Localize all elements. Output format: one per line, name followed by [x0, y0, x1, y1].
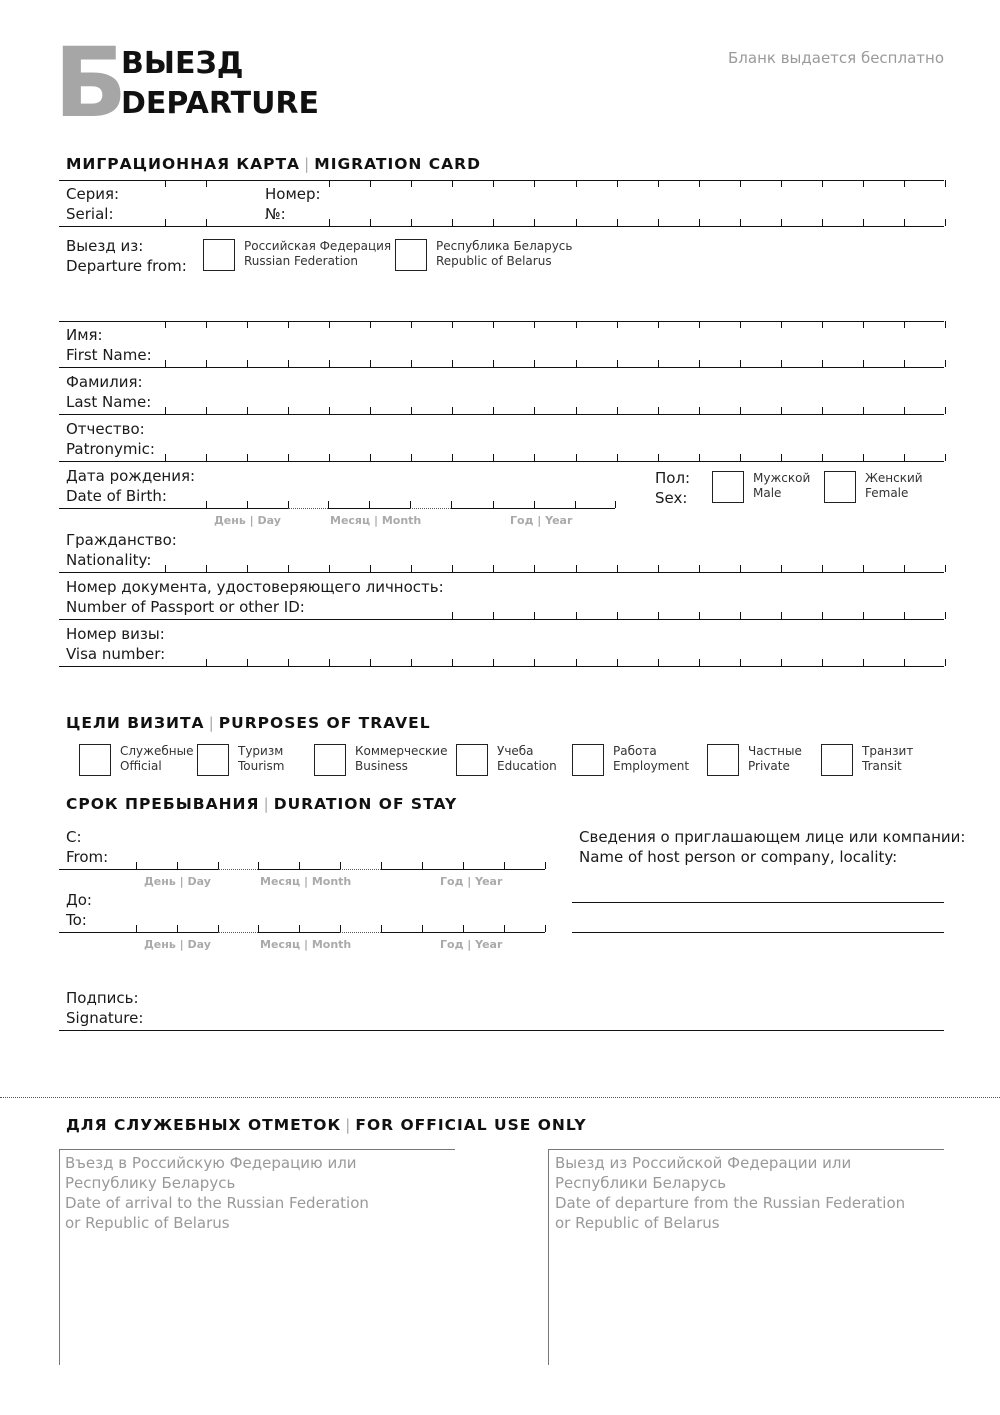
field-bottom-line: [328, 508, 410, 509]
cell-tick: [576, 454, 577, 461]
official-use-heading: ДЛЯ СЛУЖЕБНЫХ ОТМЕТОК | FOR OFFICIAL USE ONLY: [66, 1116, 587, 1134]
cell-tick: [863, 180, 864, 187]
cut-line: [0, 1097, 1000, 1098]
cell-tick: [177, 862, 178, 869]
day-caption: День | Day: [144, 875, 211, 888]
departure-stamp-label: Выезд из Российской Федерации или Республики Беларусь Date of departure from the Russian Federation or Republic of Belarus: [555, 1154, 906, 1232]
field-bottom-line: [59, 508, 288, 509]
cell-tick: [247, 360, 248, 367]
cell-tick: [904, 565, 905, 572]
cell-tick: [904, 454, 905, 461]
serial-label: Серия: Serial:: [66, 185, 120, 223]
field-bottom-line: [381, 932, 545, 933]
cell-tick: [288, 407, 289, 414]
cell-tick: [370, 565, 371, 572]
cell-tick: [945, 565, 946, 572]
cell-tick: [206, 219, 207, 226]
option-republic-of-belarus-label: Республика Беларусь Republic of Belarus: [436, 239, 573, 268]
cell-tick: [165, 180, 166, 187]
cell-tick: [411, 407, 412, 414]
cell-tick: [576, 659, 577, 666]
option-male-label: Мужской Male: [753, 471, 811, 500]
cell-tick: [411, 180, 412, 187]
sex-label: Пол: Sex:: [655, 469, 691, 507]
cell-tick: [945, 659, 946, 666]
cell-tick: [218, 925, 219, 932]
cell-tick: [452, 360, 453, 367]
field-bottom-line: [59, 414, 944, 415]
cell-tick: [493, 565, 494, 572]
arrival-stamp-label: Въезд в Российскую Федерацию или Республику Беларусь Date of arrival to the Russian Federation or Republic of Belarus: [65, 1154, 369, 1232]
checkbox-russian-federation[interactable]: [203, 239, 235, 271]
day-caption: День | Day: [144, 938, 211, 951]
field-bottom-line: [59, 619, 944, 620]
cell-tick: [617, 612, 618, 619]
cell-tick: [576, 407, 577, 414]
cell-tick: [452, 407, 453, 414]
cell-tick: [452, 565, 453, 572]
cell-tick: [452, 321, 453, 328]
cell-tick: [576, 360, 577, 367]
cell-tick: [411, 659, 412, 666]
cell-tick: [534, 321, 535, 328]
heading-ru: МИГРАЦИОННАЯ КАРТА: [66, 155, 301, 173]
cell-tick: [370, 407, 371, 414]
cell-tick: [740, 612, 741, 619]
cell-tick: [165, 565, 166, 572]
cell-tick: [422, 862, 423, 869]
cell-tick: [781, 219, 782, 226]
cell-tick: [534, 659, 535, 666]
date-of-birth-label: Дата рождения: Date of Birth:: [66, 467, 196, 505]
date-separator: [218, 869, 258, 870]
cell-tick: [617, 565, 618, 572]
cell-tick: [822, 612, 823, 619]
cell-tick: [781, 612, 782, 619]
cell-tick: [534, 219, 535, 226]
cell-tick: [534, 407, 535, 414]
cell-tick: [658, 219, 659, 226]
day-caption: День | Day: [214, 514, 281, 527]
cell-tick: [534, 612, 535, 619]
cell-tick: [822, 360, 823, 367]
date-separator: [218, 932, 258, 933]
cell-tick: [740, 565, 741, 572]
cell-tick: [340, 862, 341, 869]
cell-tick: [822, 407, 823, 414]
cell-tick: [247, 321, 248, 328]
cell-tick: [410, 501, 411, 508]
cell-tick: [863, 454, 864, 461]
cell-tick: [904, 659, 905, 666]
field-top-line: [59, 321, 944, 322]
cell-tick: [381, 862, 382, 869]
host-label: Сведения о приглашающем лице или компании: Name of host person or company, locality:: [579, 828, 966, 866]
month-caption: Месяц | Month: [260, 875, 352, 888]
cell-tick: [781, 407, 782, 414]
cell-tick: [369, 501, 370, 508]
number-label: Номер: №:: [265, 185, 321, 223]
cell-tick: [822, 180, 823, 187]
free-form-note: Бланк выдается бесплатно: [728, 49, 944, 67]
cell-tick: [658, 565, 659, 572]
cell-tick: [206, 360, 207, 367]
purpose-employment-label: Работа Employment: [613, 744, 690, 773]
date-separator: [340, 932, 381, 933]
cell-tick: [340, 925, 341, 932]
cell-tick: [576, 565, 577, 572]
cell-tick: [493, 321, 494, 328]
month-caption: Месяц | Month: [330, 514, 422, 527]
cell-tick: [545, 862, 546, 869]
visa-number-label: Номер визы: Visa number:: [66, 625, 166, 663]
cell-tick: [329, 321, 330, 328]
purpose-business-label: Коммерческие Business: [355, 744, 448, 773]
purpose-official-label: Служебные Official: [120, 744, 194, 773]
cell-tick: [617, 454, 618, 461]
cell-tick: [258, 862, 259, 869]
cell-tick: [945, 407, 946, 414]
cell-tick: [328, 501, 329, 508]
cell-tick: [411, 321, 412, 328]
checkbox-purpose-transit[interactable]: [821, 744, 853, 776]
cell-tick: [945, 321, 946, 328]
cell-tick: [617, 219, 618, 226]
heading-separator: |: [263, 795, 270, 813]
cell-tick: [534, 565, 535, 572]
heading-separator: |: [208, 714, 215, 732]
signature-label: Подпись: Signature:: [66, 989, 144, 1027]
cell-tick: [504, 862, 505, 869]
cell-tick: [329, 180, 330, 187]
cell-tick: [863, 321, 864, 328]
cell-tick: [945, 612, 946, 619]
cell-tick: [288, 659, 289, 666]
cell-tick: [299, 862, 300, 869]
first-name-label: Имя: First Name:: [66, 326, 152, 364]
host-line-2: [572, 932, 944, 933]
cell-tick: [165, 219, 166, 226]
cell-tick: [165, 321, 166, 328]
purpose-private-label: Частные Private: [748, 744, 802, 773]
cell-tick: [699, 321, 700, 328]
cell-tick: [451, 501, 452, 508]
cell-tick: [576, 321, 577, 328]
cell-tick: [576, 219, 577, 226]
cell-tick: [740, 360, 741, 367]
stamp-top-line: [548, 1149, 944, 1150]
cell-tick: [218, 862, 219, 869]
passport-number-label: Номер документа, удостоверяющего личность: Number of Passport or other ID:: [66, 578, 444, 616]
cell-tick: [165, 454, 166, 461]
date-separator: [288, 508, 328, 509]
cell-tick: [781, 360, 782, 367]
cell-tick: [781, 321, 782, 328]
cell-tick: [545, 925, 546, 932]
cell-tick: [493, 454, 494, 461]
checkbox-purpose-official[interactable]: [79, 744, 111, 776]
cell-tick: [699, 219, 700, 226]
field-bottom-line: [59, 869, 218, 870]
patronymic-label: Отчество: Patronymic:: [66, 420, 155, 458]
cell-tick: [863, 360, 864, 367]
purpose-transit-label: Транзит Transit: [862, 744, 914, 773]
cell-tick: [617, 659, 618, 666]
cell-tick: [422, 925, 423, 932]
cell-tick: [136, 862, 137, 869]
cell-tick: [740, 321, 741, 328]
cell-tick: [699, 180, 700, 187]
cell-tick: [288, 321, 289, 328]
field-top-line: [59, 180, 944, 181]
cell-tick: [699, 565, 700, 572]
field-bottom-line: [59, 666, 944, 667]
cell-tick: [904, 321, 905, 328]
departure-from-label: Выезд из: Departure from:: [66, 237, 187, 275]
cell-tick: [247, 565, 248, 572]
cell-tick: [288, 360, 289, 367]
host-line-1: [572, 902, 944, 903]
checkbox-purpose-private[interactable]: [707, 744, 739, 776]
cell-tick: [411, 219, 412, 226]
cell-tick: [329, 407, 330, 414]
purposes-heading: ЦЕЛИ ВИЗИТА | PURPOSES OF TRAVEL: [66, 714, 431, 732]
cell-tick: [493, 407, 494, 414]
field-bottom-line: [59, 367, 944, 368]
cell-tick: [165, 360, 166, 367]
cell-tick: [381, 925, 382, 932]
cell-tick: [206, 407, 207, 414]
cell-tick: [699, 407, 700, 414]
cell-tick: [863, 659, 864, 666]
cell-tick: [329, 360, 330, 367]
cell-tick: [329, 454, 330, 461]
cell-tick: [699, 612, 700, 619]
cell-tick: [781, 565, 782, 572]
cell-tick: [370, 360, 371, 367]
cell-tick: [740, 407, 741, 414]
option-russian-federation-label: Российская Федерация Russian Federation: [244, 239, 392, 268]
cell-tick: [299, 925, 300, 932]
option-female-label: Женский Female: [865, 471, 923, 500]
checkbox-purpose-employment[interactable]: [572, 744, 604, 776]
date-separator: [340, 869, 381, 870]
cell-tick: [658, 454, 659, 461]
cell-tick: [165, 407, 166, 414]
cell-tick: [781, 180, 782, 187]
cell-tick: [904, 612, 905, 619]
cell-tick: [658, 612, 659, 619]
cell-tick: [247, 407, 248, 414]
cell-tick: [699, 454, 700, 461]
field-bottom-line: [381, 869, 545, 870]
year-caption: Год | Year: [440, 875, 503, 888]
cell-tick: [329, 659, 330, 666]
cell-tick: [822, 659, 823, 666]
checkbox-male[interactable]: [712, 471, 744, 503]
cell-tick: [658, 360, 659, 367]
cell-tick: [411, 565, 412, 572]
cell-tick: [452, 454, 453, 461]
cell-tick: [493, 501, 494, 508]
nationality-label: Гражданство: Nationality:: [66, 531, 177, 569]
cell-tick: [699, 360, 700, 367]
cell-tick: [658, 180, 659, 187]
field-bottom-line: [59, 226, 944, 227]
month-caption: Месяц | Month: [260, 938, 352, 951]
cell-tick: [658, 321, 659, 328]
cell-tick: [136, 925, 137, 932]
heading-en: MIGRATION CARD: [314, 155, 481, 173]
year-caption: Год | Year: [510, 514, 573, 527]
checkbox-purpose-business[interactable]: [314, 744, 346, 776]
title-ru: ВЫЕЗД: [121, 46, 244, 81]
last-name-label: Фамилия: Last Name:: [66, 373, 152, 411]
cell-tick: [206, 565, 207, 572]
cell-tick: [329, 565, 330, 572]
cell-tick: [863, 565, 864, 572]
cell-tick: [658, 407, 659, 414]
cell-tick: [617, 360, 618, 367]
migration-card-heading: [66, 155, 481, 173]
cell-tick: [411, 360, 412, 367]
field-bottom-line: [59, 572, 944, 573]
cell-tick: [452, 219, 453, 226]
cell-tick: [617, 321, 618, 328]
field-bottom-line: [258, 932, 340, 933]
cell-tick: [247, 659, 248, 666]
cell-tick: [863, 219, 864, 226]
checkbox-female[interactable]: [824, 471, 856, 503]
cell-tick: [575, 501, 576, 508]
cell-tick: [904, 180, 905, 187]
checkbox-purpose-tourism[interactable]: [197, 744, 229, 776]
cell-tick: [945, 219, 946, 226]
cell-tick: [370, 659, 371, 666]
stamp-left-line: [548, 1149, 549, 1365]
cell-tick: [534, 180, 535, 187]
cell-tick: [177, 925, 178, 932]
cell-tick: [463, 862, 464, 869]
cell-tick: [370, 180, 371, 187]
cell-tick: [740, 180, 741, 187]
cell-tick: [740, 454, 741, 461]
cell-tick: [370, 321, 371, 328]
cell-tick: [463, 925, 464, 932]
cell-tick: [493, 360, 494, 367]
cell-tick: [206, 180, 207, 187]
cell-tick: [904, 360, 905, 367]
cell-tick: [452, 180, 453, 187]
checkbox-purpose-education[interactable]: [456, 744, 488, 776]
cell-tick: [945, 360, 946, 367]
cell-tick: [493, 659, 494, 666]
cell-tick: [288, 454, 289, 461]
cell-tick: [247, 454, 248, 461]
cell-tick: [781, 659, 782, 666]
signature-line: [59, 1030, 944, 1031]
cell-tick: [258, 925, 259, 932]
cell-tick: [493, 180, 494, 187]
cell-tick: [576, 612, 577, 619]
cell-tick: [206, 321, 207, 328]
cell-tick: [288, 501, 289, 508]
cell-tick: [534, 454, 535, 461]
cell-tick: [370, 219, 371, 226]
stamp-top-line: [59, 1149, 455, 1150]
cell-tick: [504, 925, 505, 932]
field-bottom-line: [59, 461, 944, 462]
from-label: С: From:: [66, 828, 109, 866]
cell-tick: [576, 180, 577, 187]
purpose-education-label: Учеба Education: [497, 744, 557, 773]
cell-tick: [617, 180, 618, 187]
cell-tick: [740, 219, 741, 226]
heading-separator: |: [345, 1116, 352, 1134]
cell-tick: [534, 360, 535, 367]
cell-tick: [206, 659, 207, 666]
field-bottom-line: [258, 869, 340, 870]
cell-tick: [945, 180, 946, 187]
to-label: До: To:: [66, 891, 92, 929]
cell-tick: [822, 219, 823, 226]
cell-tick: [863, 407, 864, 414]
cell-tick: [370, 454, 371, 461]
cell-tick: [904, 219, 905, 226]
cell-tick: [206, 501, 207, 508]
cell-tick: [411, 454, 412, 461]
cell-tick: [617, 407, 618, 414]
duration-heading: СРОК ПРЕБЫВАНИЯ | DURATION OF STAY: [66, 795, 458, 813]
cell-tick: [493, 219, 494, 226]
cell-tick: [493, 612, 494, 619]
cell-tick: [658, 659, 659, 666]
cell-tick: [329, 219, 330, 226]
cell-tick: [904, 407, 905, 414]
stamp-left-line: [59, 1149, 60, 1365]
cell-tick: [781, 454, 782, 461]
checkbox-republic-of-belarus[interactable]: [395, 239, 427, 271]
title-en: DEPARTURE: [121, 86, 320, 121]
cell-tick: [206, 454, 207, 461]
cell-tick: [740, 659, 741, 666]
cell-tick: [822, 321, 823, 328]
field-bottom-line: [59, 932, 218, 933]
cell-tick: [452, 659, 453, 666]
cell-tick: [247, 501, 248, 508]
cell-tick: [452, 612, 453, 619]
cell-tick: [699, 659, 700, 666]
date-separator: [410, 508, 451, 509]
page-title: [121, 44, 319, 124]
field-bottom-line: [451, 508, 615, 509]
cell-tick: [863, 612, 864, 619]
cell-tick: [534, 501, 535, 508]
cell-tick: [945, 454, 946, 461]
purpose-tourism-label: Туризм Tourism: [238, 744, 285, 773]
cell-tick: [822, 565, 823, 572]
year-caption: Год | Year: [440, 938, 503, 951]
form-letter: Б: [54, 27, 128, 139]
heading-separator: |: [304, 155, 311, 173]
cell-tick: [288, 565, 289, 572]
cell-tick: [822, 454, 823, 461]
cell-tick: [615, 501, 616, 508]
